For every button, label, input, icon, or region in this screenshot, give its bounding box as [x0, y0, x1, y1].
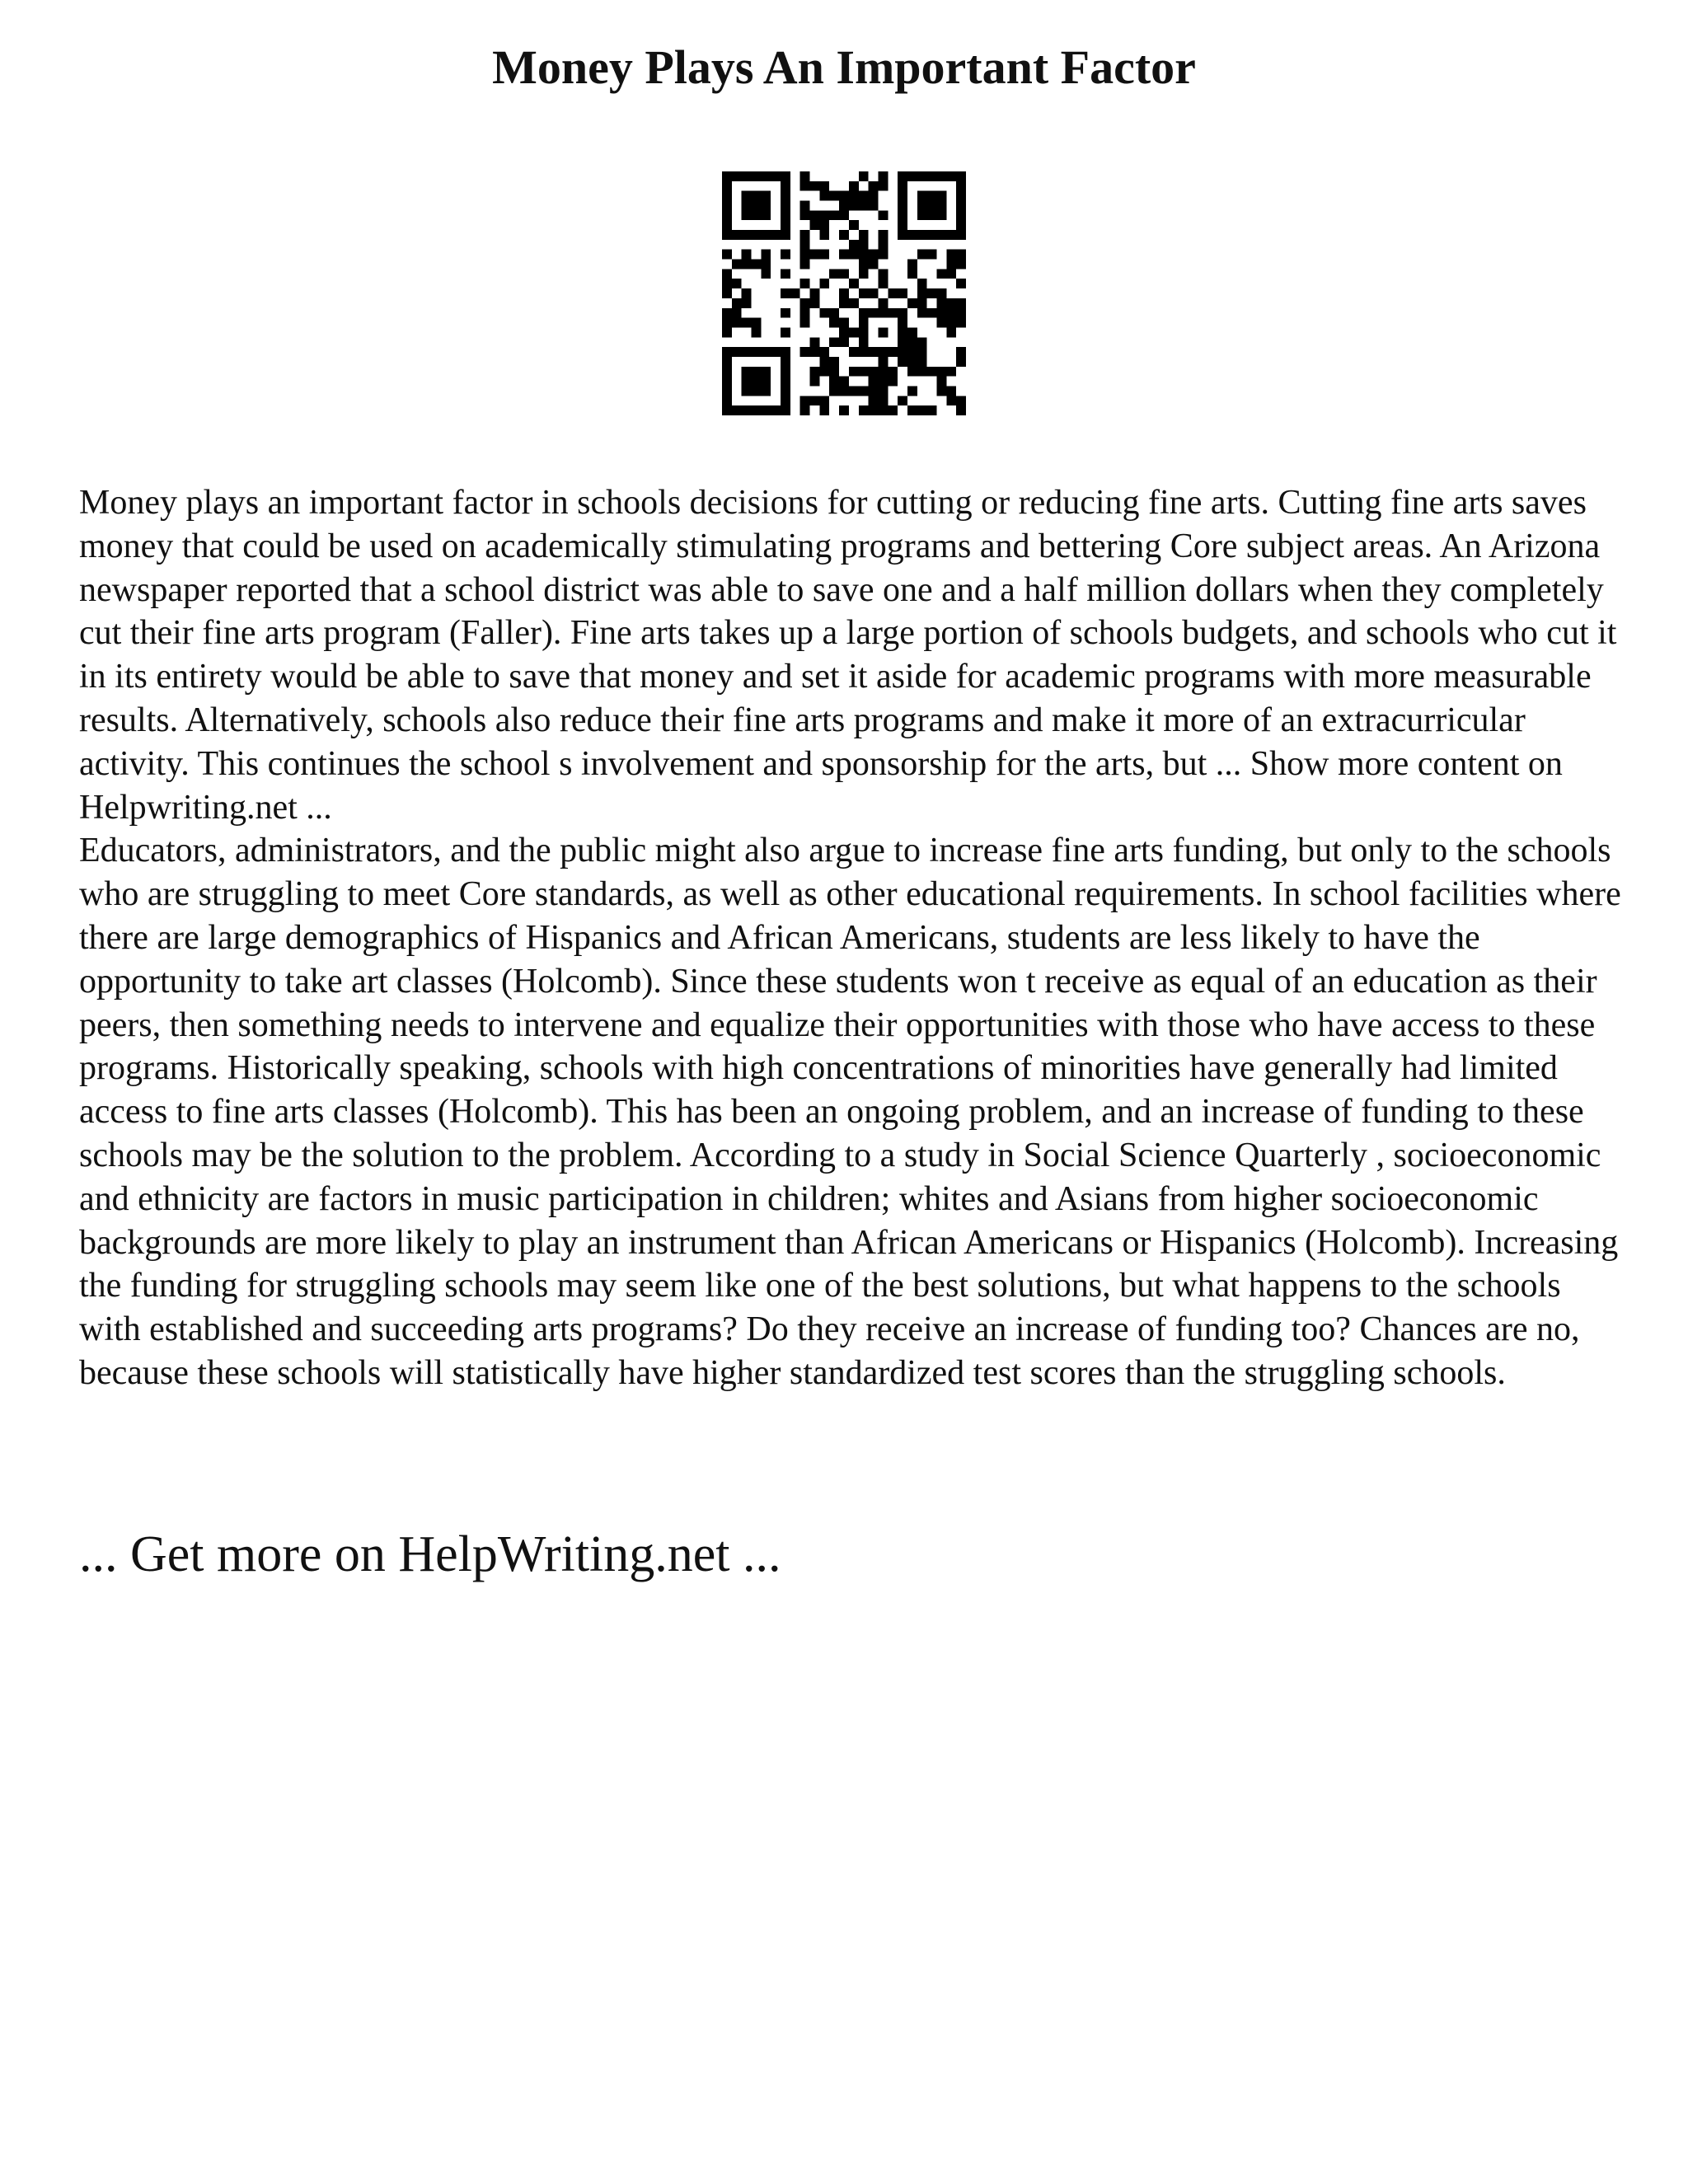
paragraph-2: Educators, administrators, and the public might also argue to increase fine arts funding, but only to the schools who are struggling to meet Core standards, as well as other educational requirements. In school facilities where there are large demographics of Hispanics and African Americans, students are less likely to have the opportunity to take art classes (Holcomb). Since these students won t receive as equal of an education as their peers, then something needs to intervene and equalize their opportunities with those who have access to these programs. Historically speaking, schools with high concentrations of minorities have generally had limited access to fine arts classes (Holcomb). This has been an ongoing problem, and an increase of funding to these schools may be the solution to the problem. According to a study in Social Science Quarterly , socioeconomic and ethnicity are factors in music participation in children; whites and Asians from higher socioeconomic backgrounds are more likely to play an instrument than African Americans or Hispanics (Holcomb). Increasing the funding for struggling schools may seem like one of the best solutions, but what happens to the schools with established and succeeding arts programs? Do they receive an increase of funding too? Chances are no, because these schools will statistically have higher standardized test scores than the struggling schools.	[79, 832, 1621, 1392]
get-more-link[interactable]: ... Get more on HelpWriting.net ...	[79, 1526, 781, 1582]
qr-code-icon	[722, 171, 966, 415]
paragraph-1: Money plays an important factor in schools decisions for cutting or reducing fine arts. Cutting fine arts saves money that could be used on academically stimulating programs and bettering Core subject areas. An Arizona newspaper reported that a school district was able to save one and a half million dollars when they completely cut their fine arts program (Faller). Fine arts takes up a large portion of schools budgets, and schools who cut it in its entirety would be able to save that money and set it aside for academic programs with more measurable results. Alternatively, schools also reduce their fine arts programs and make it more of an extracurricular activity. This continues the school s involvement and sponsorship for the arts, but ... Show more content on Helpwriting.net ...	[79, 484, 1617, 827]
article-body	[79, 481, 1629, 1395]
qr-code[interactable]	[722, 171, 966, 415]
page-title: Money Plays An Important Factor	[492, 40, 1196, 94]
